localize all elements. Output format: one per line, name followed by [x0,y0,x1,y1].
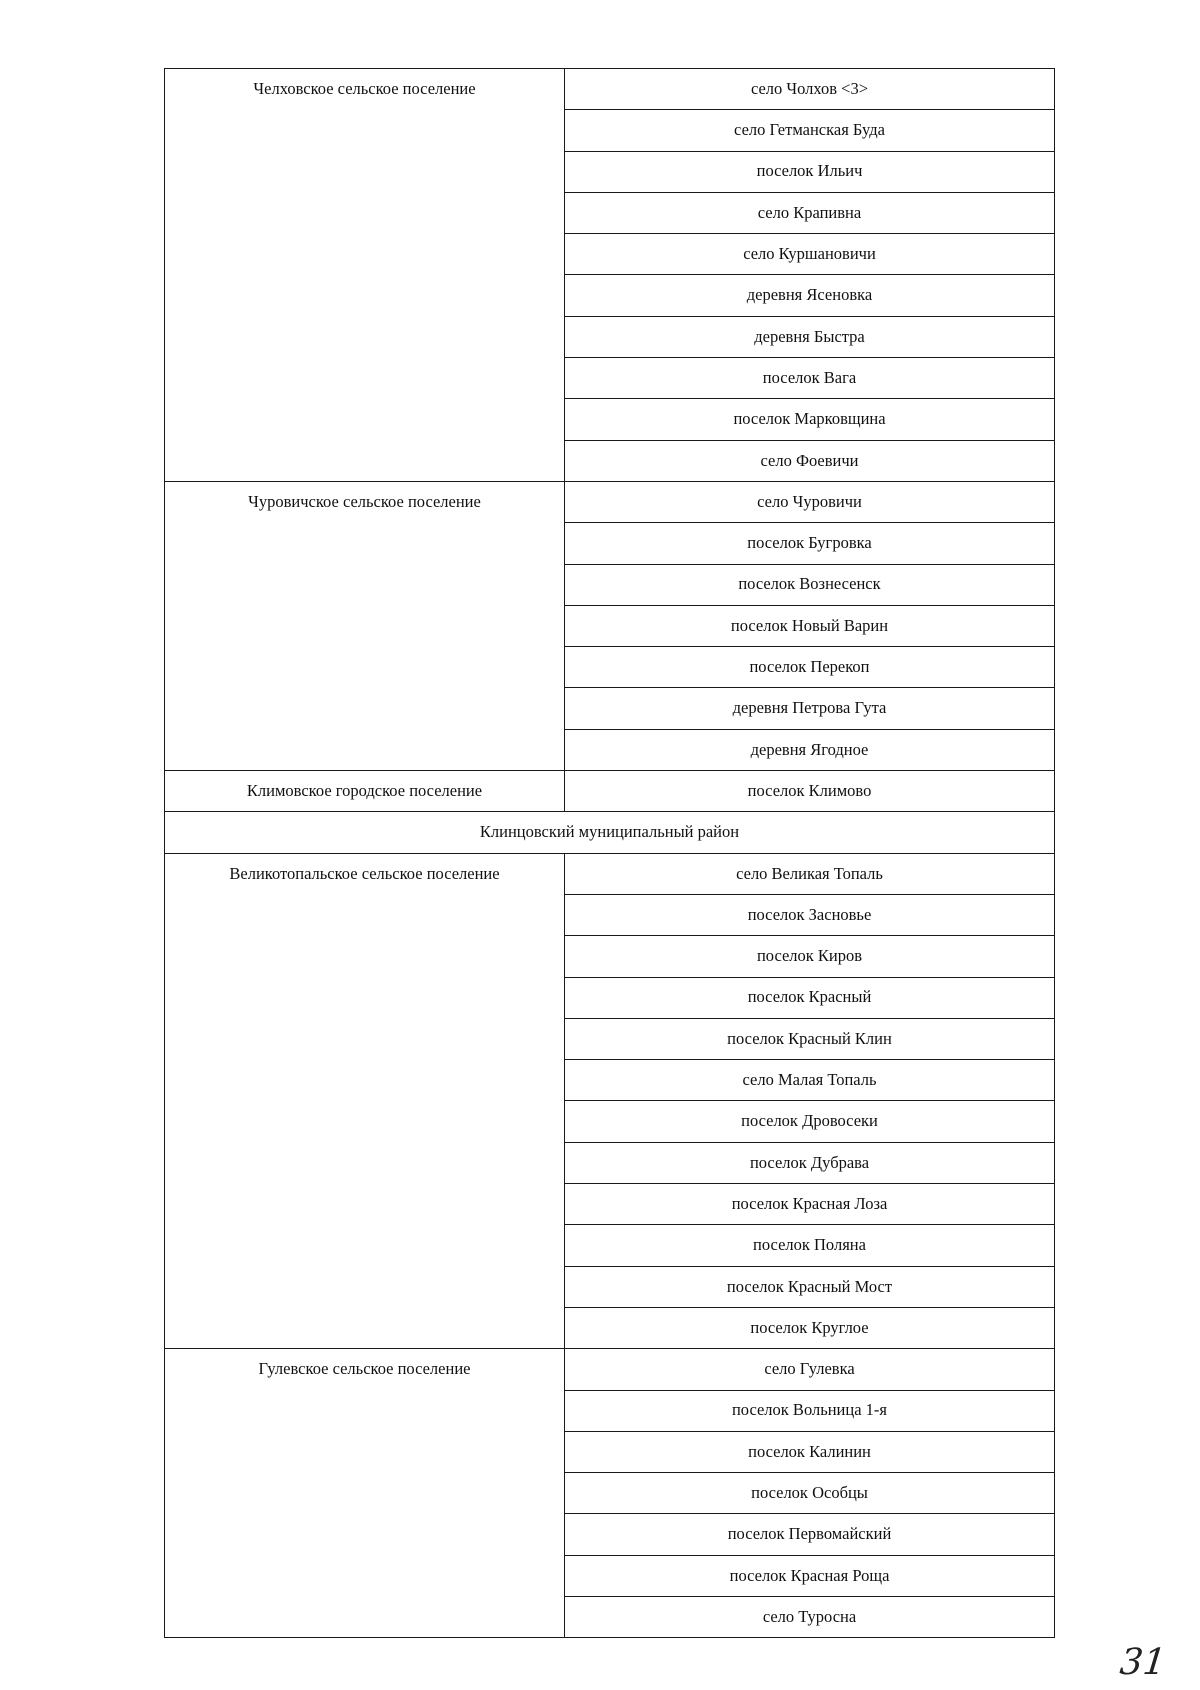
locality-name: село Чолхов <3> [565,69,1055,110]
locality-name: поселок Особцы [565,1473,1055,1514]
page-number: 31 [1117,1642,1169,1683]
settlement-name: Чуровичское сельское поселение [165,481,565,770]
locality-name: поселок Марковщина [565,399,1055,440]
locality-name: поселок Красная Роща [565,1555,1055,1596]
district-name: Клинцовский муниципальный район [165,812,1055,853]
locality-name: поселок Засновье [565,894,1055,935]
locality-name: поселок Вага [565,358,1055,399]
locality-name: поселок Бугровка [565,523,1055,564]
locality-name: деревня Ягодное [565,729,1055,770]
locality-name: село Гулевка [565,1349,1055,1390]
locality-name: поселок Красный Клин [565,1018,1055,1059]
settlement-name: Климовское городское поселение [165,771,565,812]
locality-name: село Малая Топаль [565,1060,1055,1101]
locality-name: поселок Дровосеки [565,1101,1055,1142]
table-row [165,771,1055,812]
district-row [165,812,1055,853]
table-row [165,69,1055,110]
locality-name: поселок Новый Варин [565,605,1055,646]
locality-name: деревня Быстра [565,316,1055,357]
settlements-table-body [165,69,1055,1638]
locality-name: поселок Киров [565,936,1055,977]
locality-name: поселок Поляна [565,1225,1055,1266]
locality-name: село Чуровичи [565,481,1055,522]
locality-name: село Куршановичи [565,234,1055,275]
locality-name: село Фоевичи [565,440,1055,481]
table-row [165,853,1055,894]
locality-name: поселок Красный [565,977,1055,1018]
locality-name: поселок Красная Лоза [565,1184,1055,1225]
settlement-name: Челховское сельское поселение [165,69,565,482]
locality-name: село Крапивна [565,192,1055,233]
settlement-name: Гулевское сельское поселение [165,1349,565,1638]
locality-name: поселок Красный Мост [565,1266,1055,1307]
locality-name: поселок Вознесенск [565,564,1055,605]
settlements-table [164,68,1055,1638]
settlement-name: Великотопальское сельское поселение [165,853,565,1349]
locality-name: деревня Петрова Гута [565,688,1055,729]
locality-name: деревня Ясеновка [565,275,1055,316]
locality-name: село Великая Топаль [565,853,1055,894]
locality-name: поселок Круглое [565,1307,1055,1348]
locality-name: поселок Первомайский [565,1514,1055,1555]
locality-name: поселок Перекоп [565,647,1055,688]
table-row [165,1349,1055,1390]
locality-name: поселок Вольница 1-я [565,1390,1055,1431]
locality-name: поселок Климово [565,771,1055,812]
locality-name: поселок Калинин [565,1431,1055,1472]
table-row [165,481,1055,522]
locality-name: поселок Дубрава [565,1142,1055,1183]
locality-name: село Туросна [565,1596,1055,1637]
locality-name: село Гетманская Буда [565,110,1055,151]
locality-name: поселок Ильич [565,151,1055,192]
